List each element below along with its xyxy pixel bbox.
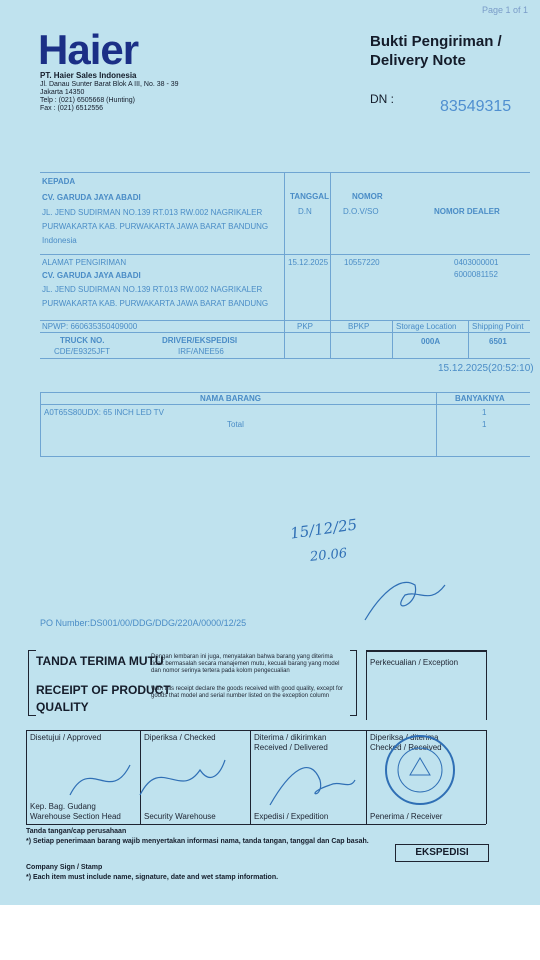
- qty-header: BANYAKNYA: [455, 394, 505, 403]
- company-stamp: [380, 730, 460, 810]
- receipt-text: With this receipt declare the goods received with good quality, except for goods that model and serial number listed on the exception column: [151, 686, 343, 699]
- exception-label: Perkecualian / Exception: [370, 658, 459, 667]
- nama-barang-header: NAMA BARANG: [200, 394, 262, 403]
- receipt-quality: QUALITY: [36, 700, 89, 714]
- driver-header: DRIVER/EKSPEDISI: [162, 336, 238, 345]
- page-margin: [0, 905, 540, 960]
- print-datetime: 15.12.2025(20:52:10): [438, 363, 534, 374]
- shipping-address: PURWAKARTA KAB. PURWAKARTA JAWA BARAT BANDUNG: [42, 299, 269, 308]
- truck-number: CDE/E9325JFT: [54, 347, 111, 356]
- handwritten-time: 20.06: [309, 546, 348, 565]
- address-line: Jakarta 14350: [40, 89, 85, 96]
- received-label: Diterima / dikirimkan: [254, 733, 327, 742]
- tanggal-sub: D.N: [298, 207, 312, 216]
- nomor-value: 10557220: [344, 258, 380, 267]
- total-label: Total: [227, 420, 244, 429]
- storage-header: Storage Location: [396, 322, 457, 331]
- signature-scribble: [60, 745, 230, 810]
- item-name: A0T65S80UDX: 65 INCH LED TV: [44, 408, 164, 417]
- warehouse-head-label: Kep. Bag. Gudang: [30, 802, 96, 811]
- item-qty: 1: [482, 408, 487, 417]
- company-name: PT. Haier Sales Indonesia: [40, 71, 137, 80]
- truck-header: TRUCK NO.: [60, 336, 105, 345]
- dealer-value: 0403000001: [454, 258, 499, 267]
- nomor-sub: D.O.V/SO: [343, 207, 379, 216]
- shipping-address: JL. JEND SUDIRMAN NO.139 RT.013 RW.002 NAGRIKALER: [42, 285, 263, 294]
- signature-scribble: [260, 750, 360, 810]
- warehouse-head-label-en: Warehouse Section Head: [30, 812, 121, 821]
- dealer-header: NOMOR DEALER: [434, 207, 500, 216]
- page-number: Page 1 of 1: [482, 5, 529, 15]
- total-qty: 1: [482, 420, 487, 429]
- address-line: Telp : (021) 6505668 (Hunting): [40, 97, 135, 104]
- haier-logo: Haier: [38, 26, 139, 73]
- dn-number: 83549315: [440, 98, 512, 115]
- tanggal-value: 15.12.2025: [288, 258, 329, 267]
- expedition-label: Expedisi / Expedition: [254, 812, 329, 821]
- security-label: Security Warehouse: [144, 812, 216, 821]
- footer-company: Company Sign / Stamp: [26, 864, 103, 871]
- tanda-terima-title: TANDA TERIMA MUTU: [36, 654, 164, 668]
- nomor-header: NOMOR: [352, 192, 383, 201]
- receipt-title: RECEIPT OF PRODUCT: [36, 683, 171, 697]
- recipient-address: JL. JEND SUDIRMAN NO.139 RT.013 RW.002 NAGRIKALER: [42, 208, 263, 217]
- signature-scribble: [360, 565, 450, 625]
- checked-received-label-en: Checked / Received: [370, 743, 442, 752]
- bpkp-label: BPKP: [348, 322, 370, 331]
- pkp-label: PKP: [297, 322, 314, 331]
- shipping-label: ALAMAT PENGIRIMAN: [42, 258, 127, 267]
- tanda-terima-text: Dengan lembaran ini juga, menyatakan bahwa barang yang diterima tidak bermasalah secara manajemen mutu, kecuali barang yang model dan nomor serinya tertera pada kolom pengecualian: [151, 654, 340, 674]
- footer-tanda: Tanda tangan/cap perusahaan: [26, 828, 127, 835]
- recipient-name: CV. GARUDA JAYA ABADI: [42, 193, 141, 202]
- checked-received-label: Diperiksa / diterima: [370, 733, 439, 742]
- doc-title: Bukti Pengiriman /: [370, 33, 502, 50]
- shipping-name: CV. GARUDA JAYA ABADI: [42, 271, 141, 280]
- received-label-en: Received / Delivered: [254, 743, 328, 752]
- address-line: Jl. Danau Sunter Barat Blok A III, No. 38 - 39: [40, 81, 179, 88]
- recipient-address: PURWAKARTA KAB. PURWAKARTA JAWA BARAT BANDUNG: [42, 222, 269, 231]
- recipient-country: Indonesia: [42, 236, 77, 245]
- receiver-label: Penerima / Receiver: [370, 812, 443, 821]
- tanggal-header: TANGGAL: [290, 192, 329, 201]
- dn-label: DN :: [370, 92, 394, 106]
- handwritten-date: 15/12/25: [289, 515, 359, 543]
- address-line: Fax : (021) 6512556: [40, 105, 104, 112]
- po-number: PO Number:DS001/00/DDG/DDG/220A/0000/12/25: [40, 618, 247, 628]
- shipping-point-value: 6501: [489, 337, 507, 346]
- npwp: NPWP: 660635350409000: [42, 322, 138, 331]
- driver-value: IRF/ANEE56: [178, 347, 224, 356]
- shipping-point-header: Shipping Point: [472, 322, 524, 331]
- approved-label: Disetujui / Approved: [30, 733, 102, 742]
- storage-value: 000A: [421, 337, 441, 346]
- footer-note-id: *) Setiap penerimaan barang wajib menyertakan informasi nama, tanda tangan, tanggal dan Cap basah.: [26, 838, 369, 845]
- recipient-label: KEPADA: [42, 177, 76, 186]
- checked-label: Diperiksa / Checked: [144, 733, 216, 742]
- doc-title-en: Delivery Note: [370, 52, 466, 69]
- footer-note-en: *) Each item must include name, signature, date and wet stamp information.: [26, 874, 279, 881]
- ekspedisi-box: EKSPEDISI: [395, 844, 489, 862]
- dealer-value: 6000081152: [454, 270, 498, 279]
